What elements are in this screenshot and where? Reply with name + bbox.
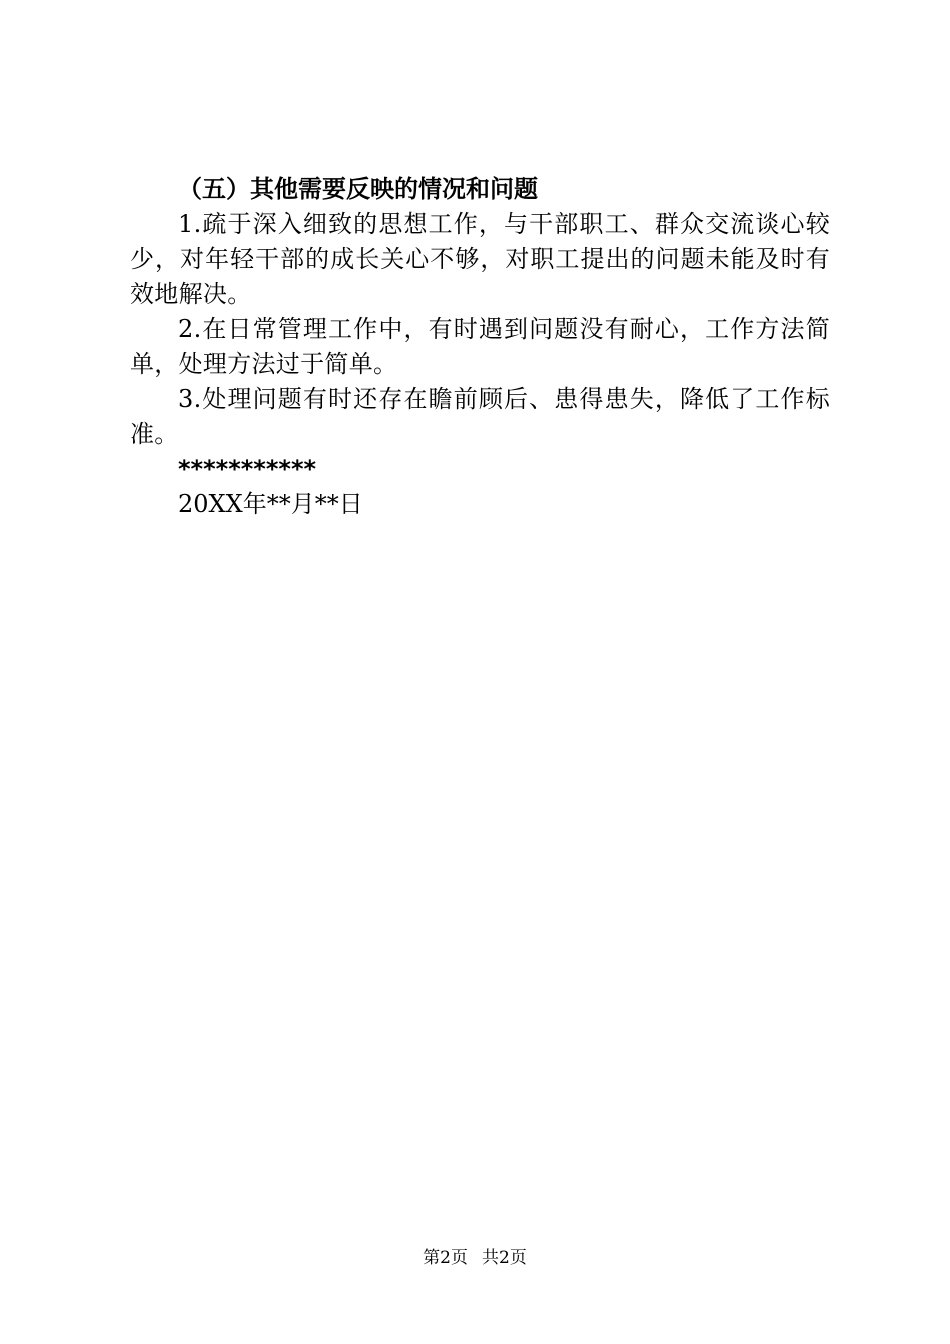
total-pages: 共2页 (482, 1248, 527, 1268)
page-footer (0, 1243, 950, 1268)
document-body (130, 172, 830, 522)
paragraph-1: 1.疏于深入细致的思想工作，与干部职工、群众交流谈心较少，对年轻干部的成长关心不够，对职工提出的问题未能及时有效地解决。 (130, 210, 830, 308)
paragraph-2: 2.在日常管理工作中，有时遇到问题没有耐心，工作方法简单，处理方法过于简单。 (130, 315, 830, 378)
signature-placeholder: *********** (178, 455, 317, 483)
page-number: 第2页 (423, 1248, 468, 1268)
section-heading: （五）其他需要反映的情况和问题 (178, 175, 538, 203)
paragraph-3: 3.处理问题有时还存在瞻前顾后、患得患失，降低了工作标准。 (130, 385, 830, 448)
document-date: 20XX年**月**日 (178, 490, 363, 518)
